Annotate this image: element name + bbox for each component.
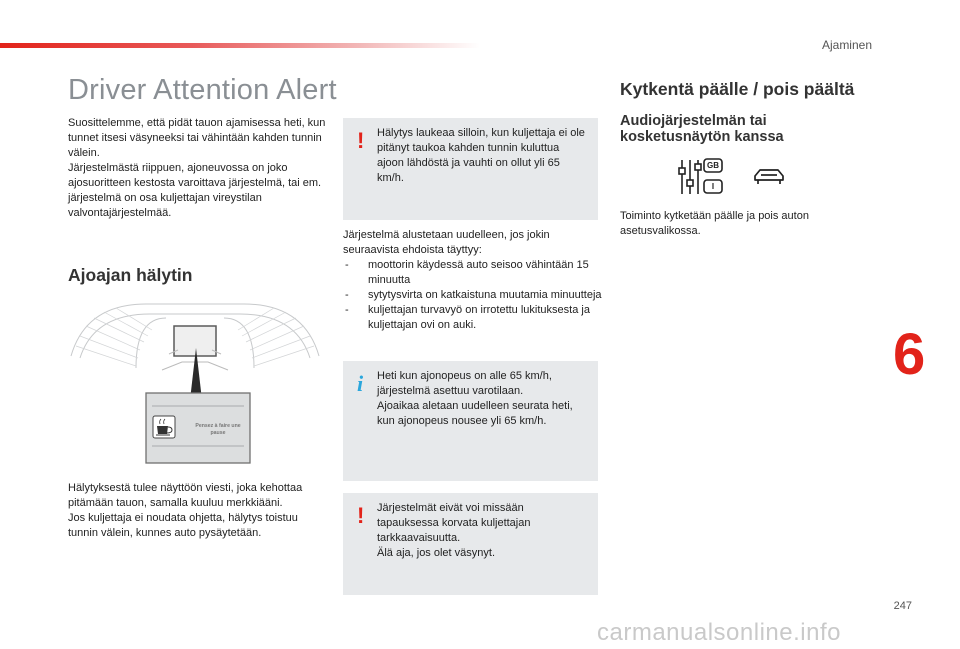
list-item: - kuljettajan turvavyö on irrotettu lukituksesta ja kuljettajan ovi on auki. bbox=[343, 303, 605, 333]
warning-exclamation-icon: ! bbox=[357, 503, 365, 528]
intro-paragraph: Suosittelemme, että pidät tauon ajamisessa heti, kun tunnet itsesi väsyneeksi tai vähintään kahden tunnin välein. Järjestelmästä riippuen, ajoneuvossa on joko ajosuoritteen kestosta varoittava järjestelmä, tai em. järjestelmä on osa kuljettajan vireystilan valvontajärjestelmää. bbox=[68, 117, 326, 219]
warning-exclamation-icon: ! bbox=[357, 128, 365, 153]
language-badge-top: GB bbox=[707, 161, 719, 170]
info-box-speed-text: Heti kun ajonopeus on alle 65 km/h, järjestelmä asettuu varotilaan. Ajoaikaa aletaan uudelleen seurata heti, kun ajonopeus nousee yli 65 km/h. bbox=[377, 370, 573, 427]
instrument-panel-illustration bbox=[66, 296, 324, 471]
section-header: Ajaminen bbox=[821, 38, 872, 52]
reset-intro-text: Järjestelmä alustetaan uudelleen, jos jokin seuraavista ehdoista täyttyy: bbox=[343, 229, 550, 256]
chapter-number: 6 bbox=[893, 322, 926, 387]
list-item: - moottorin käydessä auto seisoo vähintään 15 minuutta bbox=[343, 258, 605, 288]
info-icon: i bbox=[357, 371, 364, 396]
reset-conditions-list bbox=[343, 258, 605, 333]
coffee-cup-icon bbox=[153, 416, 175, 438]
warning-box-attention-text: Järjestelmät eivät voi missään tapauksessa korvata kuljettajan tarkkaavaisuutta. Älä aja, jos olet väsynyt. bbox=[377, 502, 531, 559]
page-title: Driver Attention Alert bbox=[68, 74, 337, 106]
car-settings-icon bbox=[752, 165, 786, 189]
settings-icons-row bbox=[676, 156, 788, 200]
watermark: carmanualsonline.info bbox=[597, 619, 841, 646]
list-item: - sytytysvirta on katkaistuna muutamia minuutteja bbox=[343, 288, 605, 303]
display-pause-message: Pensez à faire une pause bbox=[195, 423, 241, 436]
header-accent-bar bbox=[0, 43, 480, 48]
toggle-instruction-text: Toiminto kytketään päälle ja pois auton asetusvalikossa. bbox=[620, 210, 809, 237]
driving-time-alert-heading: Ajoajan hälytin bbox=[68, 265, 193, 285]
warning-box-alert-trigger bbox=[343, 118, 598, 220]
toggle-heading: Kytkentä päälle / pois päältä bbox=[620, 79, 855, 99]
dashboard-drawing bbox=[66, 296, 324, 471]
info-box-speed bbox=[343, 361, 598, 481]
warning-box-attention bbox=[343, 493, 598, 595]
warning-box-alert-trigger-text: Hälytys laukeaa silloin, kun kuljettaja ei ole pitänyt taukoa kahden tunnin kuluttua ajoon lähdöstä ja vauhti on ollut yli 65 km/h. bbox=[377, 127, 585, 184]
language-badge-bottom: I bbox=[711, 182, 715, 191]
audio-touchscreen-heading: Audiojärjestelmän tai kosketusnäytön kanssa bbox=[620, 113, 784, 145]
driver-alert-text: Hälytyksestä tulee näyttöön viesti, joka kehottaa pitämään tauon, samalla kuuluu merkkiääni. Jos kuljettaja ei noudata ohjetta, hälytys toistuu tunnin välein, kunnes auto pysäytetään. bbox=[68, 482, 303, 539]
page-number: 247 bbox=[893, 600, 912, 612]
